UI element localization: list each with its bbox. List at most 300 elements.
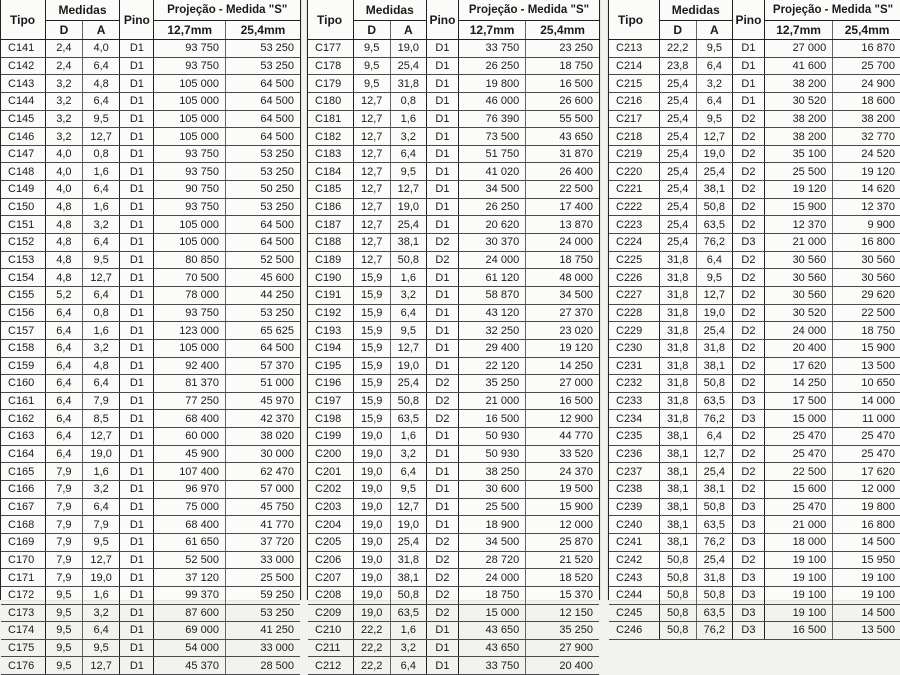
- cell-tipo: C148: [1, 163, 45, 181]
- cell-d: 6,4: [45, 375, 82, 393]
- cell-d: 6,4: [45, 357, 82, 375]
- cell-projecao-12-7: 73 500: [458, 128, 525, 146]
- cell-a: 25,4: [390, 216, 426, 234]
- cell-projecao-12-7: 19 120: [765, 181, 833, 199]
- cell-projecao-25-4: 24 520: [833, 145, 900, 163]
- cell-d: 4,8: [45, 234, 82, 252]
- cell-d: 6,4: [45, 322, 82, 340]
- table-row: [609, 622, 900, 640]
- cell-pino: D1: [426, 216, 458, 234]
- cell-pino: D2: [426, 604, 458, 622]
- cell-projecao-25-4: 14 620: [833, 181, 900, 199]
- table-row: [1, 92, 300, 110]
- table-row: [308, 110, 599, 128]
- table-row: [609, 234, 900, 252]
- cell-tipo: C180: [308, 92, 353, 110]
- cell-pino: D3: [732, 392, 764, 410]
- cell-tipo: C239: [609, 498, 659, 516]
- cell-a: 6,4: [83, 498, 120, 516]
- cell-pino: D2: [732, 163, 764, 181]
- cell-projecao-12-7: 90 750: [154, 181, 225, 199]
- cell-a: 1,6: [83, 198, 120, 216]
- cell-pino: D1: [732, 57, 764, 75]
- cell-d: 19,0: [353, 428, 390, 446]
- cell-projecao-25-4: 35 250: [526, 622, 599, 640]
- cell-pino: D1: [426, 128, 458, 146]
- cell-projecao-25-4: 13 870: [526, 216, 599, 234]
- cell-projecao-12-7: 21 000: [765, 516, 833, 534]
- cell-d: 15,9: [353, 357, 390, 375]
- cell-projecao-12-7: 96 970: [154, 481, 225, 499]
- cell-a: 25,4: [696, 463, 732, 481]
- cell-d: 9,5: [45, 622, 82, 640]
- cell-a: 12,7: [390, 181, 426, 199]
- header-d: D: [353, 21, 390, 40]
- cell-tipo: C198: [308, 410, 353, 428]
- table-row: [1, 181, 300, 199]
- cell-tipo: C216: [609, 92, 659, 110]
- table-body: [609, 40, 900, 640]
- cell-d: 50,8: [659, 586, 696, 604]
- cell-d: 15,9: [353, 375, 390, 393]
- cell-a: 6,4: [390, 657, 426, 675]
- cell-tipo: C141: [1, 40, 45, 58]
- cell-pino: D1: [426, 57, 458, 75]
- cell-d: 38,1: [659, 516, 696, 534]
- cell-a: 31,8: [696, 339, 732, 357]
- cell-tipo: C209: [308, 604, 353, 622]
- cell-projecao-25-4: 14 500: [833, 533, 900, 551]
- cell-projecao-25-4: 26 400: [526, 163, 599, 181]
- cell-projecao-12-7: 15 000: [765, 410, 833, 428]
- cell-projecao-12-7: 99 370: [154, 586, 225, 604]
- cell-projecao-12-7: 105 000: [154, 75, 225, 93]
- cell-d: 9,5: [45, 657, 82, 675]
- cell-pino: D3: [732, 498, 764, 516]
- table-row: [308, 586, 599, 604]
- cell-d: 4,0: [45, 163, 82, 181]
- table-row: [1, 322, 300, 340]
- table-row: [308, 339, 599, 357]
- cell-tipo: C199: [308, 428, 353, 446]
- cell-projecao-25-4: 12 000: [526, 516, 599, 534]
- cell-pino: D1: [426, 40, 458, 58]
- cell-a: 63,5: [390, 410, 426, 428]
- cell-pino: D1: [120, 198, 154, 216]
- cell-pino: D1: [426, 181, 458, 199]
- cell-tipo: C218: [609, 128, 659, 146]
- cell-projecao-25-4: 53 250: [225, 304, 300, 322]
- cell-projecao-25-4: 16 500: [526, 392, 599, 410]
- cell-tipo: C156: [1, 304, 45, 322]
- cell-projecao-25-4: 25 470: [833, 445, 900, 463]
- table-row: [609, 75, 900, 93]
- cell-tipo: C159: [1, 357, 45, 375]
- cell-a: 0,8: [83, 304, 120, 322]
- cell-d: 22,2: [353, 622, 390, 640]
- table-row: [609, 145, 900, 163]
- cell-tipo: C169: [1, 533, 45, 551]
- cell-pino: D1: [426, 657, 458, 675]
- cell-a: 4,0: [83, 40, 120, 58]
- cell-tipo: C179: [308, 75, 353, 93]
- cell-d: 38,1: [659, 498, 696, 516]
- cell-projecao-25-4: 16 800: [833, 234, 900, 252]
- cell-pino: D1: [120, 622, 154, 640]
- cell-d: 4,8: [45, 269, 82, 287]
- cell-projecao-25-4: 45 750: [225, 498, 300, 516]
- cell-projecao-12-7: 69 000: [154, 622, 225, 640]
- cell-pino: D1: [426, 286, 458, 304]
- cell-pino: D1: [120, 110, 154, 128]
- cell-pino: D2: [426, 234, 458, 252]
- cell-a: 12,7: [696, 286, 732, 304]
- cell-projecao-12-7: 105 000: [154, 110, 225, 128]
- cell-projecao-12-7: 35 250: [458, 375, 525, 393]
- cell-d: 38,1: [659, 445, 696, 463]
- header-projecao: Projeção - Medida "S": [765, 0, 900, 21]
- cell-tipo: C208: [308, 586, 353, 604]
- cell-tipo: C189: [308, 251, 353, 269]
- cell-d: 25,4: [659, 163, 696, 181]
- cell-d: 7,9: [45, 569, 82, 587]
- cell-d: 12,7: [353, 92, 390, 110]
- cell-projecao-12-7: 70 500: [154, 269, 225, 287]
- cell-tipo: C213: [609, 40, 659, 58]
- cell-projecao-12-7: 30 560: [765, 251, 833, 269]
- spec-table-panel-2: [307, 0, 600, 600]
- cell-a: 19,0: [696, 304, 732, 322]
- cell-projecao-12-7: 17 620: [765, 357, 833, 375]
- cell-projecao-25-4: 25 470: [833, 428, 900, 446]
- cell-projecao-12-7: 17 500: [765, 392, 833, 410]
- table-row: [1, 533, 300, 551]
- cell-tipo: C237: [609, 463, 659, 481]
- cell-projecao-12-7: 25 470: [765, 445, 833, 463]
- table-row: [609, 198, 900, 216]
- cell-projecao-25-4: 23 020: [526, 322, 599, 340]
- cell-a: 12,7: [83, 657, 120, 675]
- table-row: [1, 392, 300, 410]
- table-row: [308, 604, 599, 622]
- cell-a: 3,2: [390, 639, 426, 657]
- cell-projecao-25-4: 25 700: [833, 57, 900, 75]
- cell-tipo: C217: [609, 110, 659, 128]
- cell-projecao-25-4: 18 520: [526, 569, 599, 587]
- cell-projecao-12-7: 92 400: [154, 357, 225, 375]
- cell-pino: D1: [120, 516, 154, 534]
- header-medidas: Medidas: [353, 0, 426, 21]
- cell-projecao-25-4: 57 370: [225, 357, 300, 375]
- cell-projecao-12-7: 14 250: [765, 375, 833, 393]
- cell-a: 6,4: [390, 145, 426, 163]
- cell-tipo: C195: [308, 357, 353, 375]
- cell-projecao-12-7: 38 200: [765, 128, 833, 146]
- cell-a: 3,2: [390, 286, 426, 304]
- cell-projecao-12-7: 30 370: [458, 234, 525, 252]
- table-row: [1, 251, 300, 269]
- cell-pino: D3: [732, 234, 764, 252]
- table-row: [308, 163, 599, 181]
- cell-projecao-25-4: 45 600: [225, 269, 300, 287]
- cell-pino: D1: [120, 286, 154, 304]
- cell-projecao-12-7: 24 000: [458, 569, 525, 587]
- cell-tipo: C222: [609, 198, 659, 216]
- cell-tipo: C242: [609, 551, 659, 569]
- cell-d: 38,1: [659, 533, 696, 551]
- cell-projecao-12-7: 52 500: [154, 551, 225, 569]
- cell-d: 19,0: [353, 604, 390, 622]
- cell-pino: D1: [120, 463, 154, 481]
- cell-d: 19,0: [353, 569, 390, 587]
- cell-tipo: C206: [308, 551, 353, 569]
- cell-pino: D1: [120, 445, 154, 463]
- table-row: [609, 181, 900, 199]
- cell-projecao-25-4: 42 370: [225, 410, 300, 428]
- cell-projecao-12-7: 30 600: [458, 481, 525, 499]
- cell-a: 19,0: [83, 569, 120, 587]
- table-row: [609, 410, 900, 428]
- cell-projecao-25-4: 16 500: [526, 75, 599, 93]
- cell-projecao-12-7: 12 370: [765, 216, 833, 234]
- cell-d: 50,8: [659, 622, 696, 640]
- table-row: [308, 498, 599, 516]
- table-row: [609, 604, 900, 622]
- cell-pino: D1: [120, 57, 154, 75]
- cell-tipo: C230: [609, 339, 659, 357]
- cell-tipo: C153: [1, 251, 45, 269]
- cell-projecao-12-7: 54 000: [154, 639, 225, 657]
- cell-projecao-25-4: 57 000: [225, 481, 300, 499]
- cell-tipo: C232: [609, 375, 659, 393]
- cell-projecao-25-4: 19 100: [833, 569, 900, 587]
- cell-pino: D2: [732, 551, 764, 569]
- cell-projecao-25-4: 19 120: [526, 339, 599, 357]
- cell-projecao-25-4: 37 720: [225, 533, 300, 551]
- cell-a: 38,1: [390, 569, 426, 587]
- cell-projecao-25-4: 13 500: [833, 622, 900, 640]
- cell-projecao-25-4: 19 120: [833, 163, 900, 181]
- cell-a: 38,1: [696, 481, 732, 499]
- cell-projecao-12-7: 18 000: [765, 533, 833, 551]
- cell-pino: D2: [732, 304, 764, 322]
- table-row: [609, 128, 900, 146]
- table-row: [1, 198, 300, 216]
- cell-pino: D2: [732, 251, 764, 269]
- cell-a: 50,8: [390, 586, 426, 604]
- cell-d: 12,7: [353, 216, 390, 234]
- cell-pino: D1: [120, 269, 154, 287]
- cell-a: 63,5: [696, 516, 732, 534]
- table-row: [609, 163, 900, 181]
- table-row: [1, 163, 300, 181]
- cell-tipo: C166: [1, 481, 45, 499]
- cell-d: 31,8: [659, 286, 696, 304]
- cell-d: 12,7: [353, 198, 390, 216]
- cell-projecao-12-7: 38 200: [765, 110, 833, 128]
- cell-tipo: C142: [1, 57, 45, 75]
- cell-pino: D1: [120, 498, 154, 516]
- cell-projecao-25-4: 18 600: [833, 92, 900, 110]
- cell-d: 19,0: [353, 586, 390, 604]
- cell-projecao-25-4: 15 950: [833, 551, 900, 569]
- cell-projecao-12-7: 20 620: [458, 216, 525, 234]
- cell-d: 9,5: [353, 57, 390, 75]
- cell-pino: D2: [426, 251, 458, 269]
- table-body: [1, 40, 300, 675]
- cell-a: 9,5: [390, 322, 426, 340]
- cell-projecao-12-7: 34 500: [458, 181, 525, 199]
- table-row: [1, 481, 300, 499]
- cell-d: 19,0: [353, 498, 390, 516]
- cell-d: 6,4: [45, 304, 82, 322]
- cell-a: 3,2: [696, 75, 732, 93]
- cell-d: 50,8: [659, 551, 696, 569]
- cell-d: 50,8: [659, 569, 696, 587]
- table-row: [1, 110, 300, 128]
- cell-a: 76,2: [696, 622, 732, 640]
- cell-projecao-12-7: 29 400: [458, 339, 525, 357]
- cell-projecao-12-7: 25 470: [765, 428, 833, 446]
- table-row: [1, 445, 300, 463]
- table-row: [308, 410, 599, 428]
- cell-pino: D2: [732, 110, 764, 128]
- cell-d: 9,5: [45, 639, 82, 657]
- cell-tipo: C187: [308, 216, 353, 234]
- table-row: [308, 234, 599, 252]
- cell-tipo: C157: [1, 322, 45, 340]
- cell-a: 9,5: [696, 110, 732, 128]
- cell-pino: D2: [732, 128, 764, 146]
- table-row: [1, 428, 300, 446]
- cell-pino: D1: [120, 533, 154, 551]
- cell-projecao-12-7: 30 560: [765, 286, 833, 304]
- cell-tipo: C210: [308, 622, 353, 640]
- header-projecao: Projeção - Medida "S": [458, 0, 599, 21]
- table-row: [609, 339, 900, 357]
- cell-projecao-12-7: 78 000: [154, 286, 225, 304]
- table-row: [609, 92, 900, 110]
- cell-a: 3,2: [83, 216, 120, 234]
- cell-d: 25,4: [659, 234, 696, 252]
- cell-tipo: C143: [1, 75, 45, 93]
- cell-projecao-25-4: 28 500: [225, 657, 300, 675]
- table-row: [308, 40, 599, 58]
- table-row: [308, 128, 599, 146]
- cell-d: 15,9: [353, 269, 390, 287]
- cell-pino: D1: [120, 639, 154, 657]
- cell-d: 22,2: [353, 657, 390, 675]
- cell-pino: D3: [732, 533, 764, 551]
- table-row: [1, 304, 300, 322]
- table-row: [308, 251, 599, 269]
- cell-projecao-25-4: 14 000: [833, 392, 900, 410]
- cell-a: 50,8: [696, 586, 732, 604]
- cell-pino: D1: [120, 251, 154, 269]
- cell-a: 19,0: [390, 357, 426, 375]
- cell-d: 23,8: [659, 57, 696, 75]
- cell-tipo: C192: [308, 304, 353, 322]
- cell-d: 12,7: [353, 145, 390, 163]
- table-row: [308, 639, 599, 657]
- cell-tipo: C221: [609, 181, 659, 199]
- cell-projecao-25-4: 15 900: [833, 339, 900, 357]
- cell-pino: D1: [120, 216, 154, 234]
- cell-projecao-12-7: 93 750: [154, 40, 225, 58]
- cell-d: 9,5: [45, 604, 82, 622]
- cell-a: 19,0: [83, 445, 120, 463]
- cell-d: 15,9: [353, 304, 390, 322]
- cell-pino: D2: [426, 392, 458, 410]
- cell-projecao-12-7: 18 900: [458, 516, 525, 534]
- header-projecao-25-4: 25,4mm: [833, 21, 900, 40]
- cell-projecao-25-4: 25 500: [225, 569, 300, 587]
- cell-projecao-25-4: 18 750: [526, 251, 599, 269]
- table-body: [308, 40, 599, 675]
- cell-tipo: C245: [609, 604, 659, 622]
- cell-a: 19,0: [390, 516, 426, 534]
- cell-projecao-12-7: 43 120: [458, 304, 525, 322]
- cell-tipo: C219: [609, 145, 659, 163]
- cell-a: 6,4: [83, 57, 120, 75]
- table-row: [1, 657, 300, 675]
- table-row: [1, 463, 300, 481]
- table-row: [308, 428, 599, 446]
- cell-d: 38,1: [659, 481, 696, 499]
- spec-table-1: [1, 0, 300, 675]
- cell-pino: D1: [120, 40, 154, 58]
- cell-d: 38,1: [659, 428, 696, 446]
- cell-pino: D3: [732, 410, 764, 428]
- cell-d: 6,4: [45, 392, 82, 410]
- cell-pino: D1: [120, 569, 154, 587]
- header-pino: Pino: [732, 0, 764, 40]
- cell-d: 25,4: [659, 145, 696, 163]
- cell-projecao-12-7: 38 200: [765, 75, 833, 93]
- cell-pino: D2: [732, 481, 764, 499]
- cell-d: 4,0: [45, 145, 82, 163]
- cell-d: 15,9: [353, 410, 390, 428]
- cell-d: 7,9: [45, 551, 82, 569]
- cell-tipo: C171: [1, 569, 45, 587]
- cell-a: 6,4: [83, 622, 120, 640]
- table-row: [609, 533, 900, 551]
- cell-pino: D1: [120, 181, 154, 199]
- cell-projecao-25-4: 29 620: [833, 286, 900, 304]
- table-row: [308, 463, 599, 481]
- header-projecao-25-4: 25,4mm: [225, 21, 300, 40]
- cell-tipo: C161: [1, 392, 45, 410]
- cell-projecao-12-7: 16 500: [765, 622, 833, 640]
- cell-d: 22,2: [659, 40, 696, 58]
- cell-tipo: C235: [609, 428, 659, 446]
- cell-tipo: C167: [1, 498, 45, 516]
- cell-a: 12,7: [696, 128, 732, 146]
- cell-projecao-12-7: 15 600: [765, 481, 833, 499]
- cell-pino: D1: [120, 128, 154, 146]
- cell-a: 9,5: [696, 40, 732, 58]
- cell-projecao-25-4: 10 650: [833, 375, 900, 393]
- cell-a: 31,8: [696, 569, 732, 587]
- cell-projecao-12-7: 45 370: [154, 657, 225, 675]
- cell-d: 31,8: [659, 375, 696, 393]
- cell-tipo: C201: [308, 463, 353, 481]
- table-row: [308, 533, 599, 551]
- table-row: [1, 40, 300, 58]
- cell-a: 1,6: [83, 586, 120, 604]
- cell-tipo: C226: [609, 269, 659, 287]
- cell-tipo: C168: [1, 516, 45, 534]
